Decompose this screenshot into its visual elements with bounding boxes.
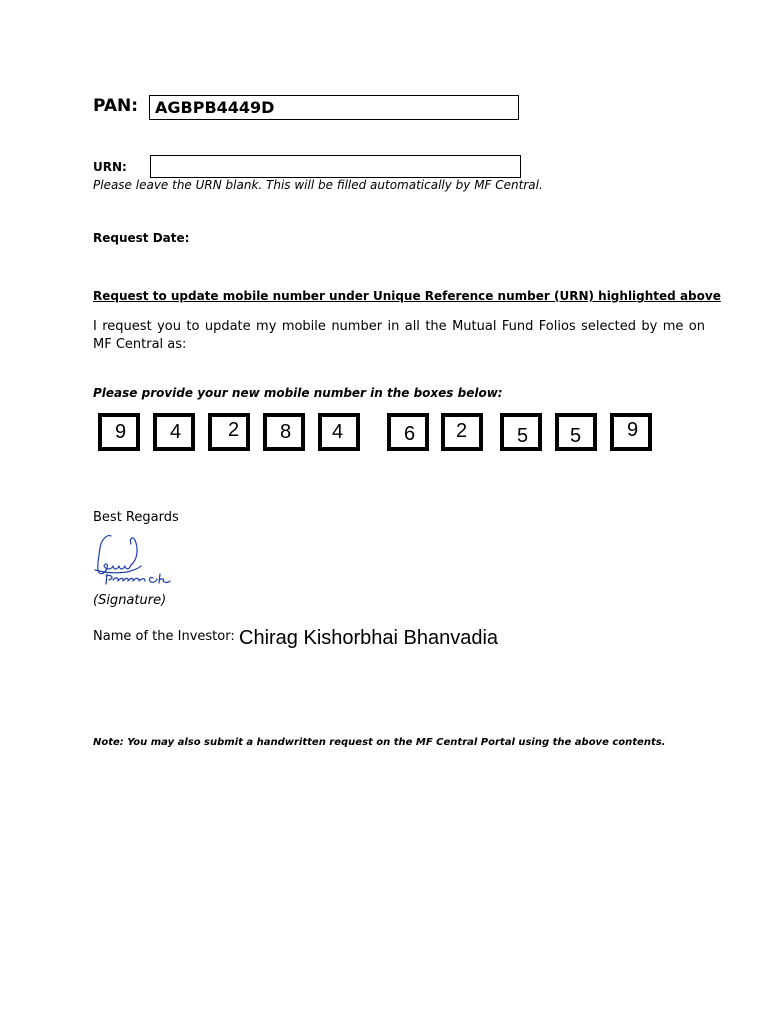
mobile-digit: 9: [627, 419, 639, 441]
mobile-digit: 4: [170, 421, 182, 443]
mobile-digit: 8: [280, 421, 292, 443]
request-date-label: Request Date:: [93, 231, 190, 245]
mobile-instruction: Please provide your new mobile number in the boxes below:: [93, 386, 503, 400]
footnote: Note: You may also submit a handwritten request on the MF Central Portal using the above contents.: [93, 737, 666, 748]
investor-name-label: Name of the Investor:: [93, 629, 235, 644]
mobile-digit-box[interactable]: [555, 413, 597, 451]
mobile-digit-box[interactable]: [98, 413, 140, 451]
mobile-digit-box[interactable]: [610, 413, 652, 451]
mobile-digit: 5: [517, 425, 529, 447]
mobile-digit-box[interactable]: [263, 413, 305, 451]
closing-text: Best Regards: [93, 510, 179, 525]
mobile-digit-box[interactable]: [153, 413, 195, 451]
mobile-digit: 5: [570, 425, 582, 447]
urn-label: URN:: [93, 160, 127, 174]
urn-field[interactable]: [150, 155, 521, 178]
mobile-digit-box[interactable]: [318, 413, 360, 451]
pan-value: AGBPB4449D: [155, 98, 275, 117]
mobile-digit-box[interactable]: [500, 413, 542, 451]
mobile-digit: 6: [404, 423, 416, 445]
mobile-digit-box[interactable]: [387, 413, 429, 451]
request-heading: Request to update mobile number under Unique Reference number (URN) highlighted above: [93, 289, 721, 303]
mobile-digit: 2: [228, 419, 240, 441]
request-paragraph: I request you to update my mobile number in all the Mutual Fund Folios selected by me on MF Central as:: [93, 319, 705, 352]
mobile-digit: 9: [115, 421, 127, 443]
pan-field[interactable]: [149, 95, 519, 120]
mobile-digit-box[interactable]: [208, 413, 250, 451]
mobile-digit: 4: [332, 421, 344, 443]
urn-note: Please leave the URN blank. This will be filled automatically by MF Central.: [93, 178, 543, 192]
investor-name-value: Chirag Kishorbhai Bhanvadia: [239, 627, 499, 649]
pan-label: PAN:: [93, 96, 139, 116]
signature-image: [93, 532, 175, 590]
mobile-digit: 2: [456, 420, 468, 442]
signature-caption: (Signature): [93, 593, 167, 608]
mobile-digit-box[interactable]: [441, 413, 483, 451]
